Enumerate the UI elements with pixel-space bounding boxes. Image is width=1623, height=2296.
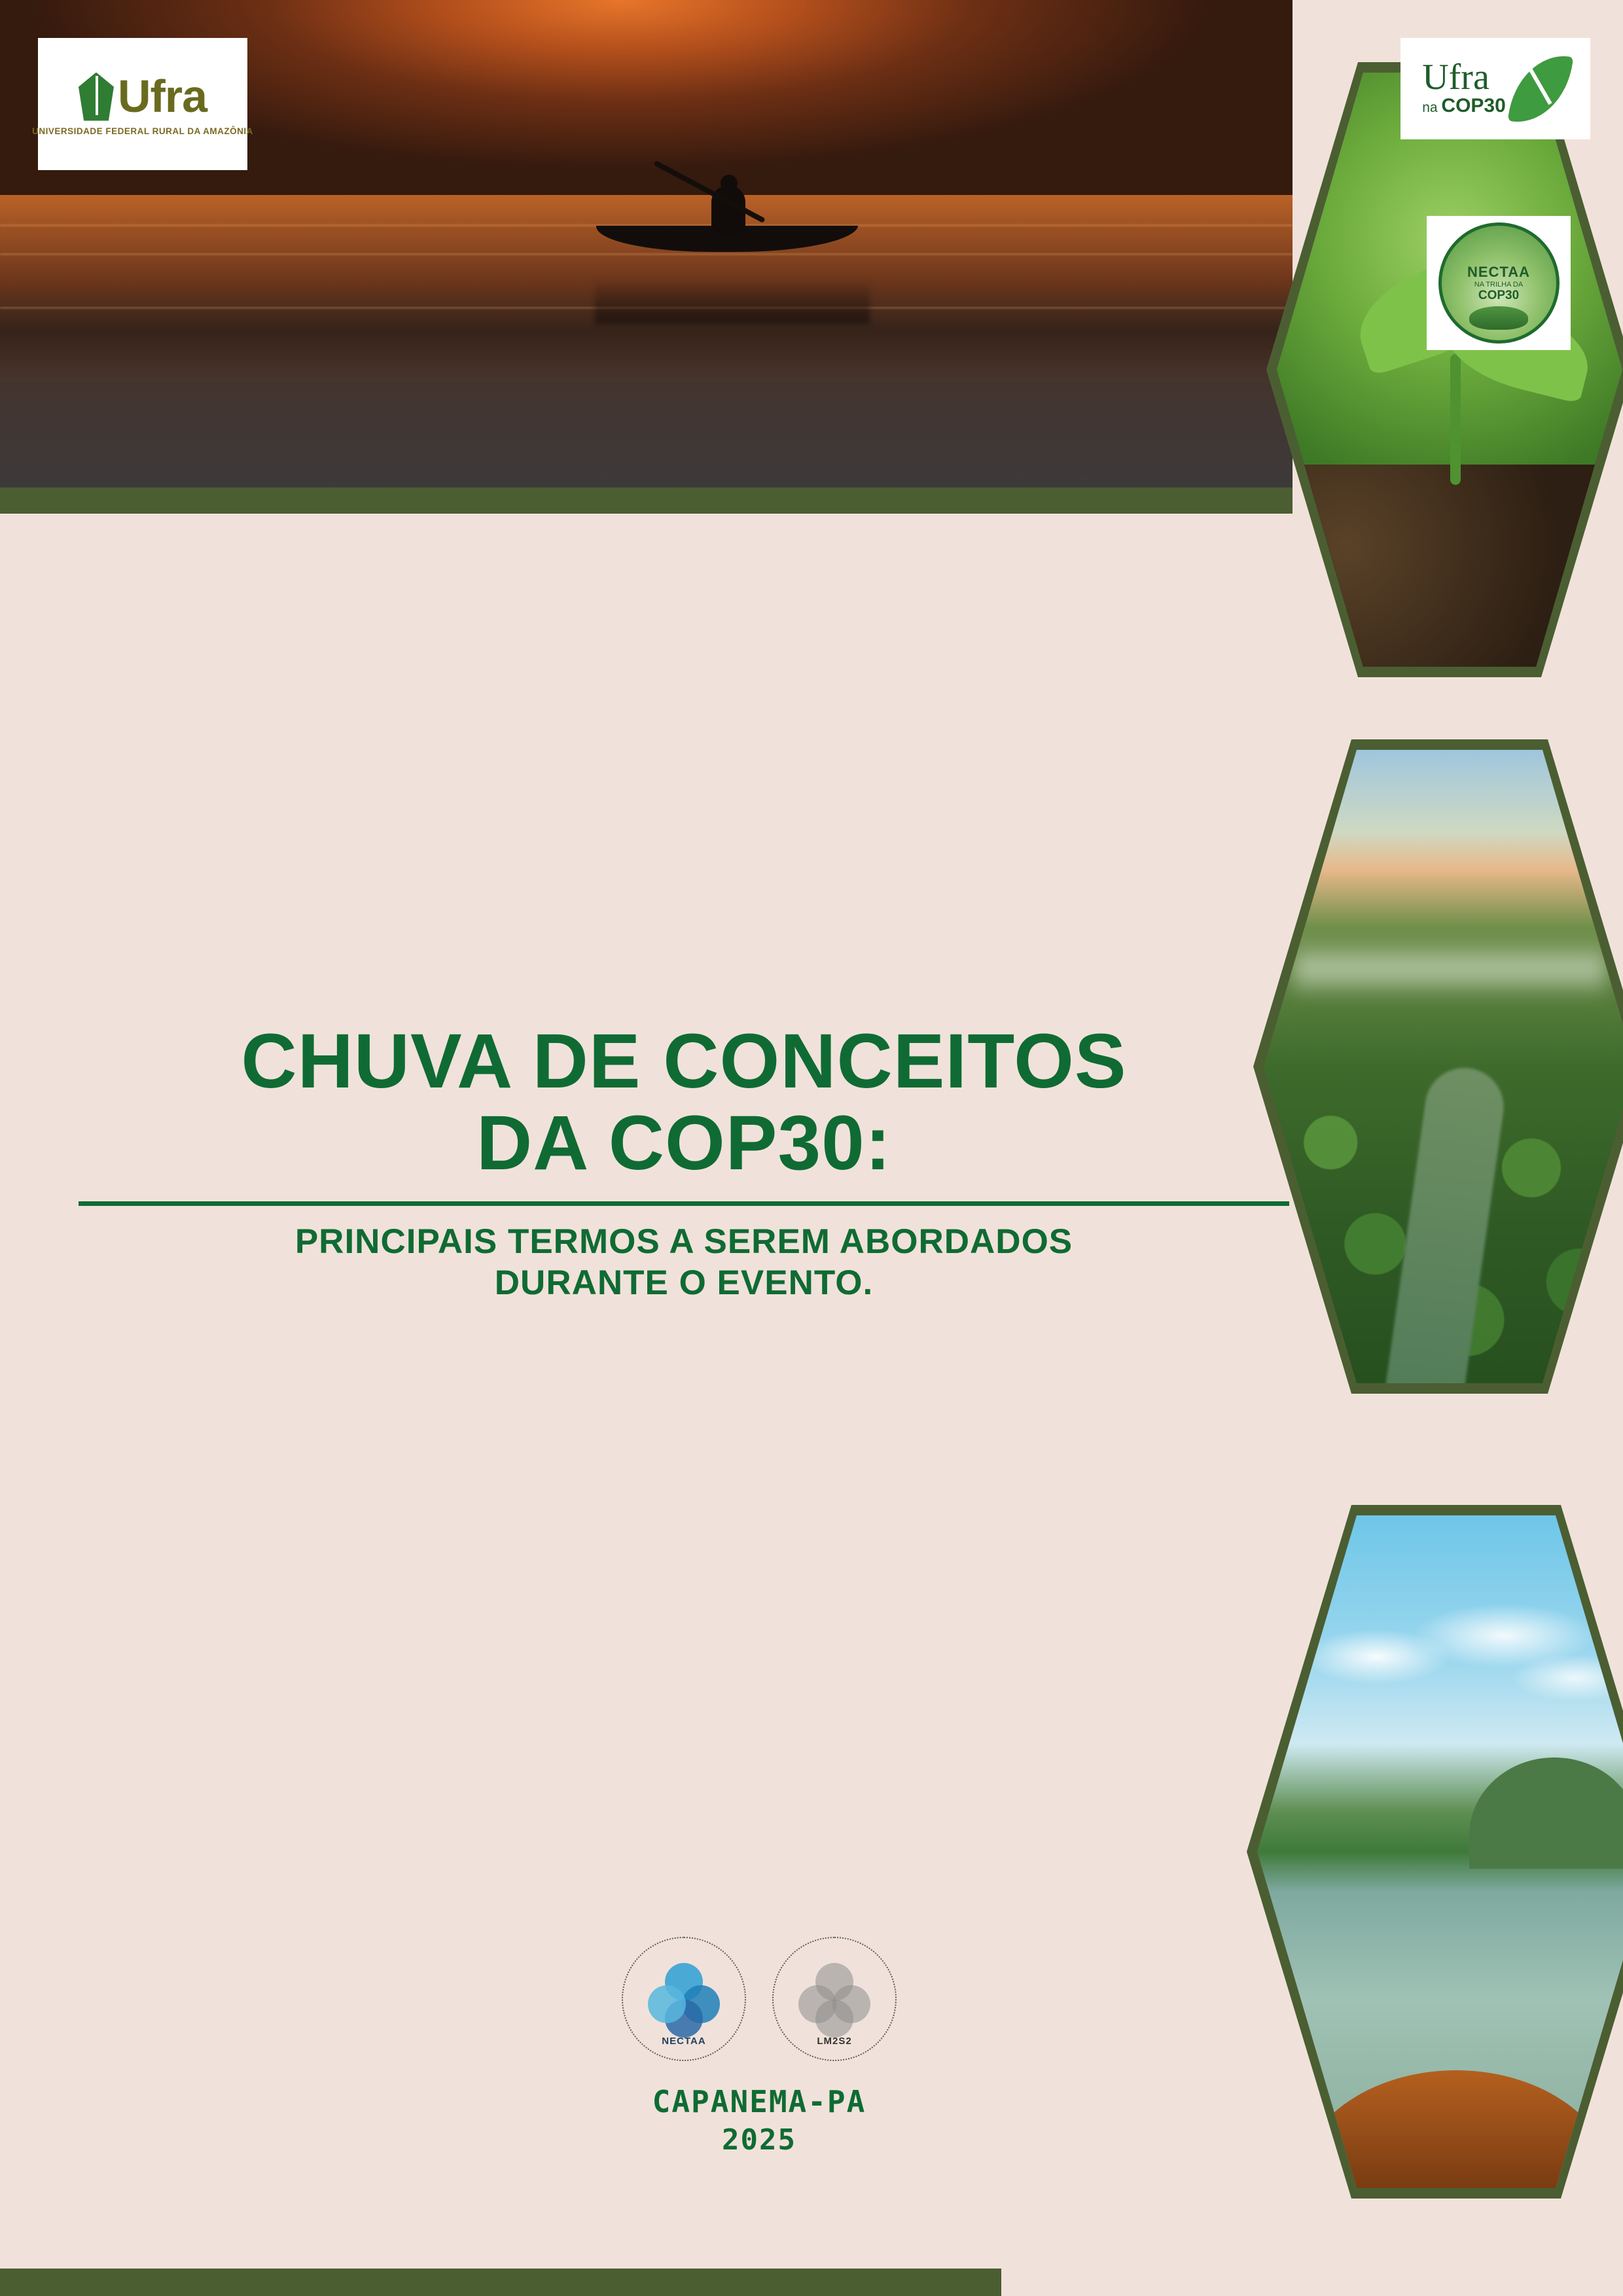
footer-city: CAPANEMA-PA (652, 2084, 866, 2119)
hero-canoe-reflection (595, 278, 870, 324)
hero-canoe (595, 185, 870, 264)
ufra-cop30-logo (1400, 38, 1590, 139)
ufra-cop30-na: na (1422, 100, 1438, 116)
seedling-image (1277, 73, 1622, 667)
boat-bow (1297, 2070, 1615, 2188)
plant-stem (1450, 354, 1461, 485)
ufra-cop30-line2 (1422, 95, 1506, 117)
river-forest-icon (1469, 306, 1528, 330)
footer-year: 2025 (722, 2123, 796, 2157)
title-block (72, 1018, 1296, 1303)
nectaa-cop30-line1: NECTAA (1467, 263, 1531, 280)
nectaa-cop30-logo (1427, 216, 1571, 350)
paddler-head (721, 175, 738, 192)
page-title-line-2: DA COP30: (476, 1100, 892, 1187)
forest-mist (1293, 940, 1605, 998)
hex-photo-rainforest-inner (1264, 750, 1623, 1383)
nectaa-footer-label: NECTAA (662, 2036, 706, 2047)
river-boat-image (1257, 1515, 1623, 2188)
ufra-logo-row (79, 73, 207, 121)
footer-logos (589, 1937, 929, 2061)
ufra-wordmark: Ufra (117, 71, 207, 122)
soil-layer (1277, 465, 1622, 667)
rainforest-image (1264, 750, 1623, 1383)
page-subtitle-line-2: DURANTE O EVENTO. (494, 1263, 874, 1302)
leaf-icon (79, 73, 114, 121)
hex-photo-rainforest (1253, 739, 1623, 1394)
top-green-divider (0, 487, 1293, 514)
ufra-cop30-line1: Ufra (1422, 56, 1489, 97)
ufra-cop30-text (1422, 56, 1506, 117)
bottom-green-divider (0, 2269, 1001, 2296)
title-divider (79, 1201, 1289, 1206)
river-hill (1469, 1757, 1623, 1869)
lm2s2-molecule-icon (798, 1963, 870, 2035)
ufra-tagline: UNIVERSIDADE FEDERAL RURAL DA AMAZÔNIA (32, 126, 253, 136)
nectaa-cop30-line3: COP30 (1478, 288, 1520, 302)
lm2s2-footer-logo (772, 1937, 897, 2061)
leaf-icon (1508, 49, 1573, 128)
ufra-cop30-cop: COP30 (1441, 95, 1506, 117)
hex-photo-river-boat (1247, 1505, 1623, 2199)
nectaa-cop30-line2: NA TRILHA DA (1474, 280, 1524, 289)
sky-clouds (1257, 1569, 1623, 1744)
hex-photo-river-boat-inner (1257, 1515, 1623, 2188)
ufra-logo (32, 38, 253, 170)
lm2s2-footer-label: LM2S2 (817, 2036, 852, 2047)
nectaa-petals-icon (648, 1963, 720, 2035)
nectaa-cop30-circle (1438, 222, 1560, 344)
nectaa-footer-logo (622, 1937, 746, 2061)
hex-photo-seedling (1266, 56, 1623, 677)
footer-text (589, 2084, 929, 2157)
page-subtitle-line-1: PRINCIPAIS TERMOS A SEREM ABORDADOS (294, 1222, 1073, 1262)
hex-photo-seedling-inner (1277, 73, 1622, 667)
page-title-line-1: CHUVA DE CONCEITOS (241, 1018, 1127, 1104)
